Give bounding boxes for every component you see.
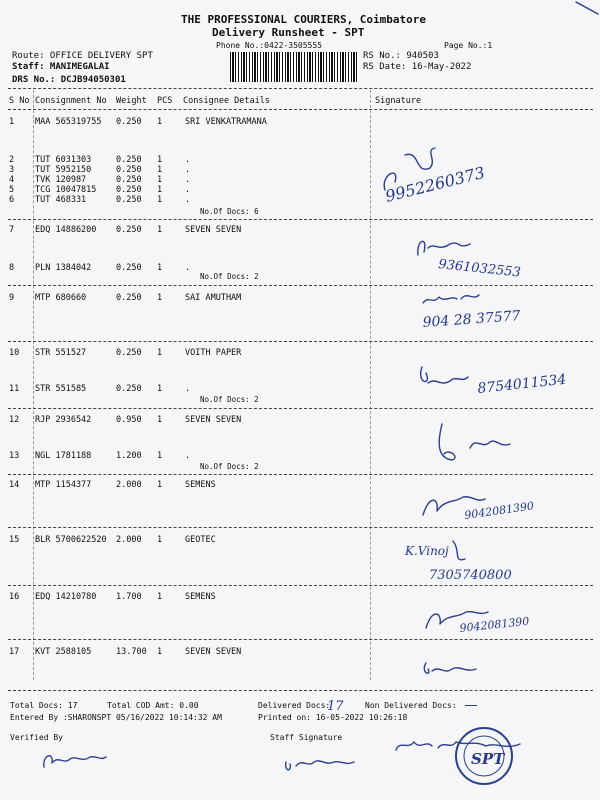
row-consignee: . — [185, 185, 191, 195]
row-weight: 1.200 — [116, 451, 142, 461]
divider — [8, 690, 593, 691]
row-weight: 1.700 — [116, 592, 142, 602]
row-weight: 2.000 — [116, 480, 142, 490]
row-consignee: . — [185, 175, 191, 185]
column-separator — [370, 90, 371, 680]
signature-5 — [430, 418, 550, 473]
row-sno: 9 — [9, 293, 15, 303]
row-consignment-no: MTP 1154377 — [35, 480, 92, 490]
row-consignee: SEVEN SEVEN — [185, 415, 242, 425]
row-sno: 16 — [9, 592, 20, 602]
row-consignment-no: BLR 5700622520 — [35, 535, 107, 545]
signature-3 — [415, 285, 585, 340]
row-weight: 2.000 — [116, 535, 142, 545]
signature-8 — [420, 600, 580, 640]
signature-phone-7: 7305740800 — [429, 568, 512, 583]
phone-number: Phone No.:0422-3505555 — [216, 41, 322, 50]
verifier-signature — [40, 745, 110, 775]
row-consignment-no: TUT 5952150 — [35, 165, 92, 175]
printed-on: Printed on: 16-05-2022 10:26:18 — [258, 713, 408, 722]
row-consignee: . — [185, 165, 191, 175]
row-consignment-no: EDQ 14886200 — [35, 225, 97, 235]
row-sno: 13 — [9, 451, 20, 461]
row-sno: 15 — [9, 535, 20, 545]
row-consignee: SAI AMUTHAM — [185, 293, 242, 303]
row-weight: 0.250 — [116, 225, 142, 235]
stamp-scribble — [390, 730, 530, 770]
signature-phone-8: 9042081390 — [458, 614, 530, 635]
row-sno: 5 — [9, 185, 15, 195]
signature-6 — [415, 485, 585, 530]
staff-signature — [280, 748, 370, 778]
row-consignee: . — [185, 384, 191, 394]
row-consignment-no: STR 551585 — [35, 384, 87, 394]
col-header-pcs: PCS — [157, 96, 173, 106]
row-consignee: . — [185, 263, 191, 273]
row-consignment-no: RJP 2936542 — [35, 415, 92, 425]
signature-phone-3: 904 28 37577 — [422, 308, 522, 331]
total-cod-amount: Total COD Amt: 0.00 — [107, 701, 199, 710]
row-pcs: 1 — [157, 480, 163, 490]
stamp-text: SPT — [471, 750, 505, 768]
row-sno: 11 — [9, 384, 20, 394]
row-consignment-no: STR 551527 — [35, 348, 87, 358]
col-header-signature: Signature — [375, 96, 422, 106]
row-consignee: SEVEN SEVEN — [185, 647, 242, 657]
barcode — [230, 52, 358, 82]
divider — [8, 341, 593, 342]
total-docs: Total Docs: 17 — [10, 701, 78, 710]
staff-label: Staff: MANIMEGALAI — [12, 62, 110, 72]
non-delivered-docs-label: Non Delivered Docs: — [365, 701, 457, 710]
col-header-sno: S No — [9, 96, 30, 106]
rs-date: RS Date: 16-May-2022 — [363, 62, 472, 72]
delivered-docs-count: 17 — [327, 699, 344, 714]
row-sno: 10 — [9, 348, 20, 358]
row-sno: 7 — [9, 225, 15, 235]
row-pcs: 1 — [157, 225, 163, 235]
row-consignment-no: TUT 468331 — [35, 195, 87, 205]
col-header-consignment: Consignment No — [35, 96, 107, 106]
row-consignee: SRI VENKATRAMANA — [185, 117, 267, 127]
row-consignee: SEMENS — [185, 480, 216, 490]
row-weight: 0.950 — [116, 415, 142, 425]
row-consignee: . — [185, 451, 191, 461]
row-sno: 2 — [9, 155, 15, 165]
signature-phone-1: 9952260373 — [383, 162, 487, 206]
row-weight: 0.250 — [116, 195, 142, 205]
docs-count-note: No.Of Docs: 6 — [200, 207, 259, 216]
entered-by: Entered By :SHARONSPT 05/16/2022 10:14:32 AM — [10, 713, 222, 722]
docs-count-note: No.Of Docs: 2 — [200, 272, 259, 281]
row-sno: 14 — [9, 480, 20, 490]
signature-2 — [410, 230, 570, 285]
route-label: Route: OFFICE DELIVERY SPT — [12, 51, 153, 61]
col-header-consignee: Consignee Details — [183, 96, 270, 106]
row-consignee: . — [185, 195, 191, 205]
row-pcs: 1 — [157, 592, 163, 602]
row-pcs: 1 — [157, 535, 163, 545]
row-sno: 12 — [9, 415, 20, 425]
divider — [8, 219, 593, 220]
row-weight: 0.250 — [116, 175, 142, 185]
row-weight: 0.250 — [116, 165, 142, 175]
row-consignment-no: NGL 1781188 — [35, 451, 92, 461]
row-sno: 1 — [9, 117, 15, 127]
row-pcs: 1 — [157, 293, 163, 303]
row-consignee: VOITH PAPER — [185, 348, 242, 358]
row-sno: 6 — [9, 195, 15, 205]
row-consignee: SEMENS — [185, 592, 216, 602]
row-pcs: 1 — [157, 117, 163, 127]
rs-number: RS No.: 940503 — [363, 51, 439, 61]
row-weight: 0.250 — [116, 117, 142, 127]
row-pcs: 1 — [157, 384, 163, 394]
row-consignment-no: EDQ 14210780 — [35, 592, 97, 602]
row-weight: 0.250 — [116, 384, 142, 394]
column-separator — [33, 90, 34, 680]
page-number: Page No.:1 — [444, 41, 493, 50]
row-pcs: 1 — [157, 155, 163, 165]
row-sno: 3 — [9, 165, 15, 175]
row-consignee: GEOTEC — [185, 535, 216, 545]
signature-7 — [405, 537, 565, 587]
row-consignment-no: MTP 680660 — [35, 293, 87, 303]
row-weight: 0.250 — [116, 263, 142, 273]
row-consignment-no: PLN 1384042 — [35, 263, 92, 273]
row-pcs: 1 — [157, 185, 163, 195]
divider — [8, 109, 593, 110]
row-pcs: 1 — [157, 175, 163, 185]
row-consignment-no: TVK 120987 — [35, 175, 87, 185]
row-pcs: 1 — [157, 415, 163, 425]
signature-phone-5: 9042081390 — [463, 499, 535, 522]
row-weight: 0.250 — [116, 155, 142, 165]
non-delivered-dash — [465, 705, 477, 706]
signature-phone-2: 9361032553 — [437, 257, 522, 281]
row-sno: 8 — [9, 263, 15, 273]
verified-by-label: Verified By — [10, 733, 63, 742]
document-title: Delivery Runsheet - SPT — [212, 26, 365, 39]
row-pcs: 1 — [157, 195, 163, 205]
row-weight: 0.250 — [116, 348, 142, 358]
row-pcs: 1 — [157, 348, 163, 358]
signature-name-6: K.Vinoj — [405, 544, 449, 558]
docs-count-note: No.Of Docs: 2 — [200, 395, 259, 404]
signature-4 — [410, 355, 590, 410]
divider — [8, 88, 593, 89]
row-pcs: 1 — [157, 263, 163, 273]
delivered-docs-label: Delivered Docs: — [258, 701, 331, 710]
row-pcs: 1 — [157, 451, 163, 461]
row-consignment-no: TCG 10047815 — [35, 185, 97, 195]
row-consignment-no: MAA 565319755 — [35, 117, 102, 127]
docs-count-note: No.Of Docs: 2 — [200, 462, 259, 471]
row-consignment-no: KVT 2588105 — [35, 647, 92, 657]
divider — [8, 474, 593, 475]
row-consignment-no: TUT 6031303 — [35, 155, 92, 165]
row-weight: 0.250 — [116, 293, 142, 303]
signature-9 — [418, 655, 498, 685]
drs-number: DRS No.: DCJB94050301 — [12, 75, 126, 85]
staff-signature-label: Staff Signature — [270, 733, 343, 742]
row-consignee: . — [185, 155, 191, 165]
row-weight: 13.700 — [116, 647, 147, 657]
signature-phone-4: 8754011534 — [476, 371, 568, 397]
col-header-weight: Weight — [116, 96, 147, 106]
corner-fold — [574, 0, 600, 16]
row-consignee: SEVEN SEVEN — [185, 225, 242, 235]
row-weight: 0.250 — [116, 185, 142, 195]
row-sno: 17 — [9, 647, 20, 657]
row-pcs: 1 — [157, 165, 163, 175]
signature-1 — [375, 120, 535, 210]
row-sno: 4 — [9, 175, 15, 185]
company-name: THE PROFESSIONAL COURIERS, Coimbatore — [181, 13, 427, 26]
row-pcs: 1 — [157, 647, 163, 657]
